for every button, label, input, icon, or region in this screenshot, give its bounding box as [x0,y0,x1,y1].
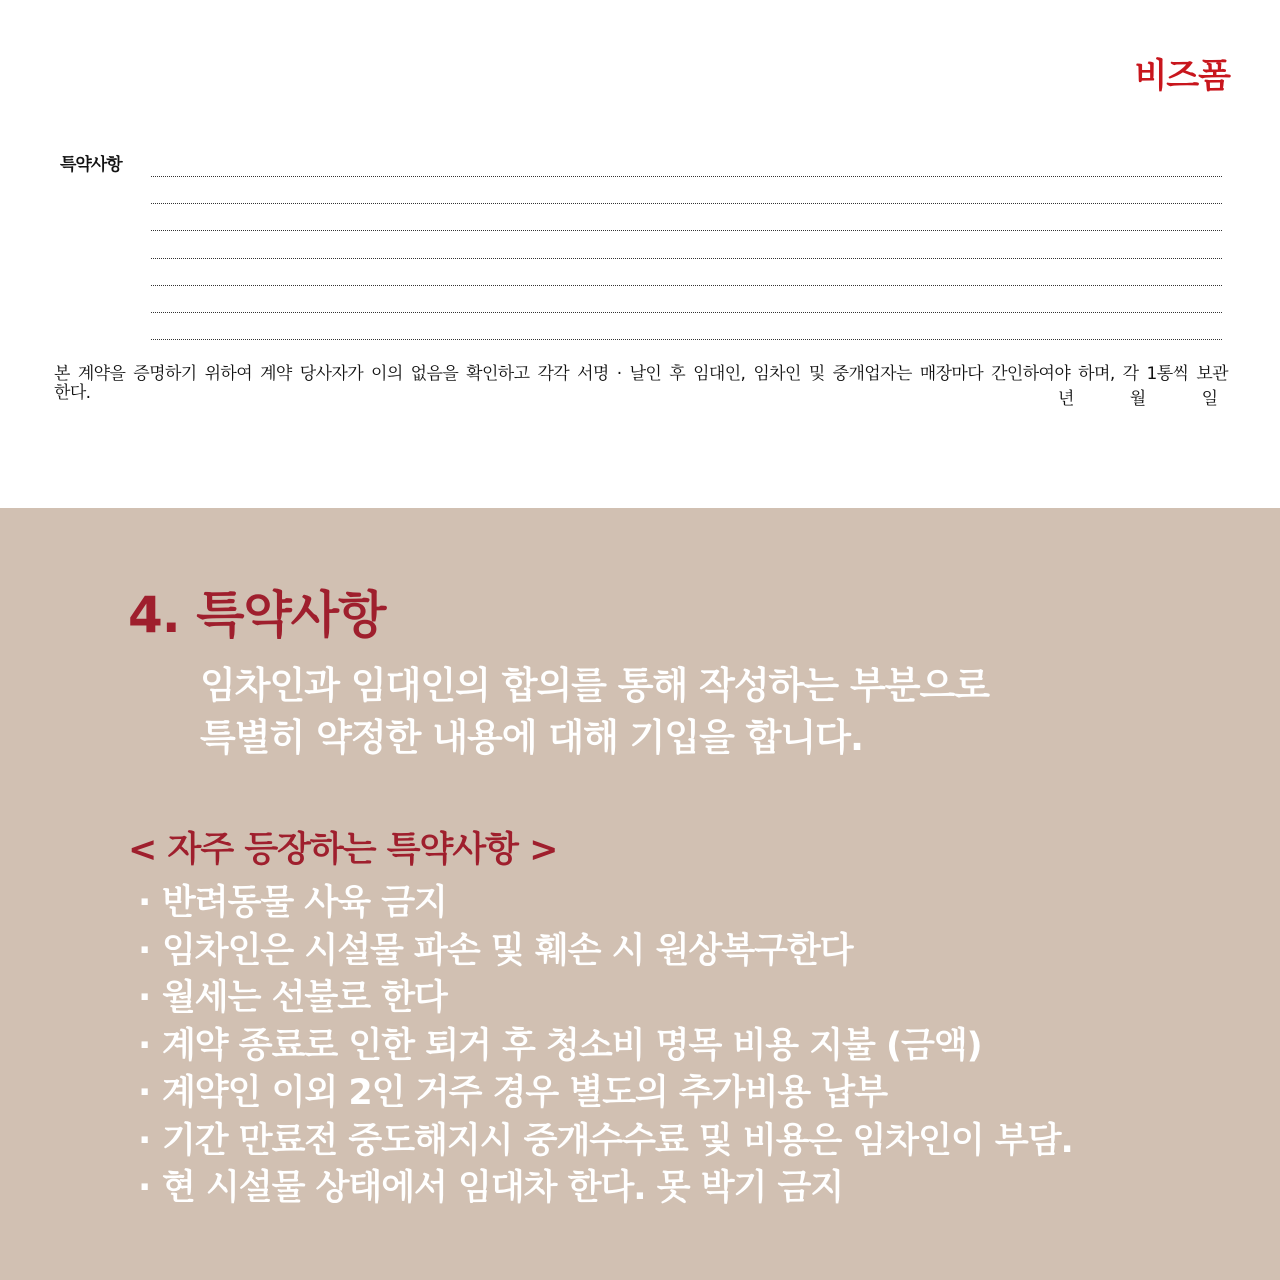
blank-line [151,176,1222,177]
bullet-mark: · [138,1025,151,1066]
contract-form-excerpt [0,0,1280,508]
clause-text: 계약 종료로 인한 퇴거 후 청소비 명목 비용 지불 (금액) [162,1025,982,1066]
blank-line [151,285,1222,286]
date-day-label: 일 [1201,389,1218,409]
blank-line [151,339,1222,340]
bullet-mark: · [138,1073,151,1113]
bullet-mark: · [138,1120,151,1161]
description-line: 임차인과 임대인의 합의를 통해 작성하는 부분으로 [200,664,989,707]
contract-date-fields [1058,384,1218,409]
bullet-mark: · [138,883,151,923]
date-year-label: 년 [1058,389,1075,409]
clause-text: 반려동물 사육 금지 [162,883,447,923]
list-item [138,880,1073,928]
blank-line [151,258,1222,259]
blank-line [151,312,1222,313]
blank-line [151,203,1222,204]
list-item [138,1070,1073,1118]
special-terms-blank-lines [151,176,1222,366]
special-terms-label: 특약사항 [60,155,122,175]
bullet-mark: · [138,1168,151,1208]
section-title: 4. 특약사항 [128,586,386,644]
description-line: 특별히 약정한 내용에 대해 기입을 합니다. [200,716,864,759]
blank-line [151,230,1222,231]
list-item [138,928,1073,976]
clause-text: 임차인은 시설물 파손 및 훼손 시 원상복구한다 [162,930,853,971]
clause-text: 계약인 이외 2인 거주 경우 별도의 추가비용 납부 [162,1073,888,1113]
bullet-mark: · [138,930,151,971]
bizform-logo: 비즈폼 [1134,56,1230,96]
list-item [138,1118,1073,1166]
list-item [138,975,1073,1023]
bullet-mark: · [138,978,151,1018]
clause-text: 기간 만료전 중도해지시 중개수수료 및 비용은 임차인이 부담. [162,1120,1073,1161]
clause-text: 현 시설물 상태에서 임대차 한다. 못 박기 금지 [162,1168,844,1208]
date-month-label: 월 [1129,389,1147,409]
list-item [138,1023,1073,1071]
common-clauses-heading: < 자주 등장하는 특약사항 > [128,830,558,870]
common-clauses-list [138,880,1073,1213]
section-description [200,660,989,764]
clause-text: 월세는 선불로 한다 [162,978,447,1018]
contract-certification-statement: 본 계약을 증명하기 위하여 계약 당사자가 이의 없음을 확인하고 각각 서명 · 날인 후 임대인, 임차인 및 중개업자는 매장마다 간인하여야 하며, 각 1통씩 보관한다. [54,364,1228,403]
list-item [138,1165,1073,1213]
